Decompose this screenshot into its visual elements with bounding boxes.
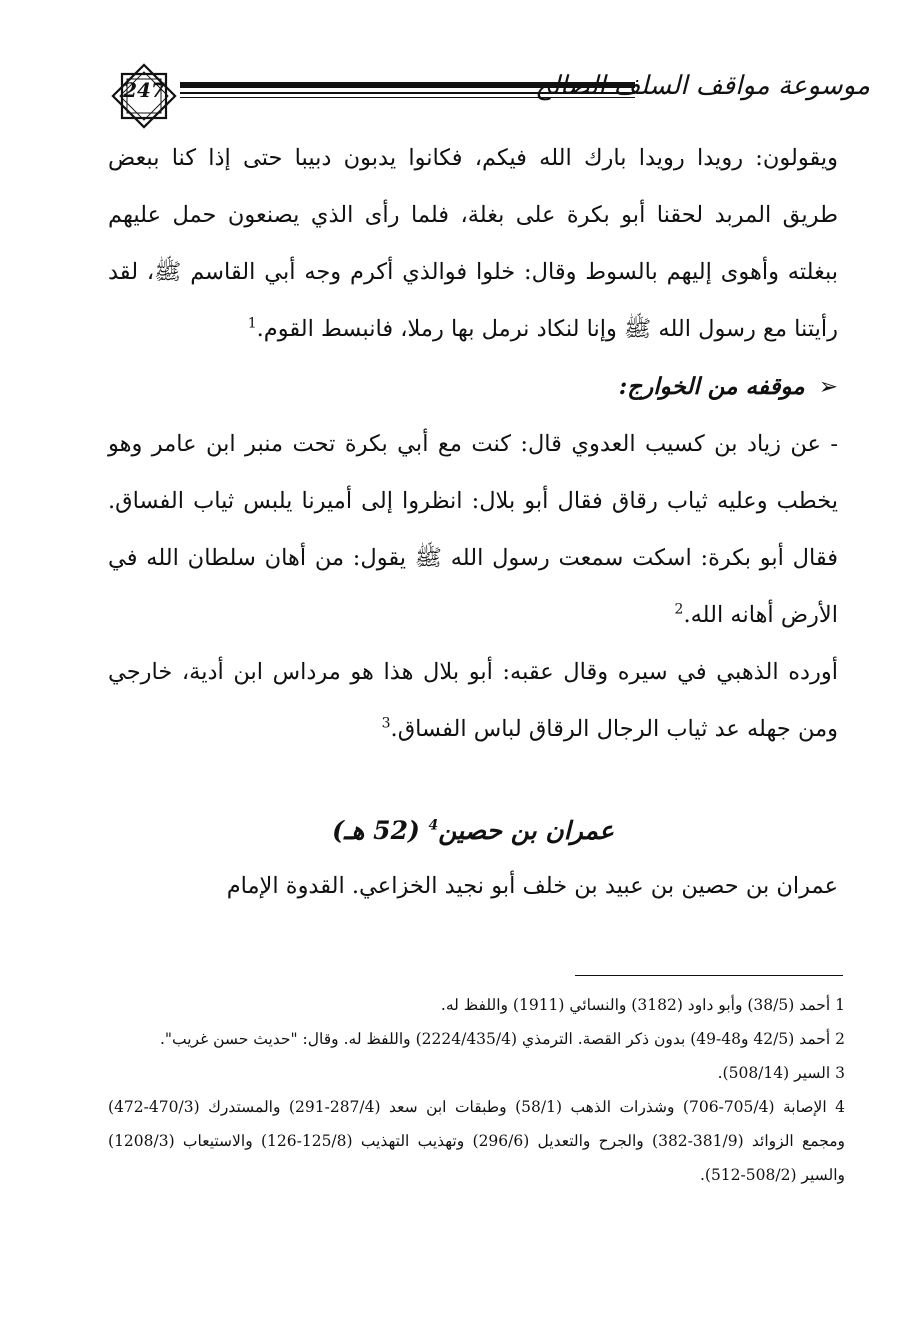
- page-header: [100, 58, 870, 138]
- section-text: [108, 858, 838, 915]
- footnote-4: 4 الإصابة (705/4-706) وشذرات الذهب (58/1) وطبقات ابن سعد (287/4-291) والمستدرك (470/3-472) ومجمع الزوائد (381/9-382) والجرح والتعديل (296/6) وتهذيب التهذيب (125/8-126) والاستيعاب (1208/3) والسير (508/2-512).: [108, 1098, 846, 1184]
- arrow-bullet-icon: ➢: [818, 374, 838, 400]
- footnote-ref-2: 2: [674, 601, 684, 618]
- footnote-separator: [575, 975, 843, 976]
- paragraph-1: ويقولون: رويدا رويدا بارك الله فيكم، فكانوا يدبون دبيبا حتى إذا كنا ببعض طريق المربد لحقنا أبو بكرة على بغلة، فلما رأى الذي يصنعون حمل عليهم ببغلته وأهوى إليهم بالسوط وقال: خلوا فوالذي أكرم وجه أبي القاسم ﷺ، لقد رأيتنا مع رسول الله ﷺ وإنا لنكاد نرمل بها رملا، فانبسط القوم.$^1$: [108, 145, 838, 342]
- footnote-ref-3: 3: [381, 715, 391, 732]
- page-number: 247: [123, 78, 165, 102]
- footnotes: [108, 988, 845, 1192]
- footnote-ref-1: 1: [247, 315, 257, 332]
- main-text: [108, 130, 838, 758]
- footnote-3: 3 السير (508/14).: [717, 1064, 845, 1082]
- page-number-badge: [108, 60, 180, 132]
- footnote-1: 1 أحمد (38/5) وأبو داود (3182) والنسائي (1911) واللفظ له.: [440, 996, 845, 1014]
- paragraph-3: أورده الذهبي في سيره وقال عقبه: أبو بلال هذا هو مرداس ابن أدية، خارجي ومن جهله عد ثياب الرجال الرقاق لباس الفساق.$^3$: [108, 659, 838, 742]
- subheading-khawarij: ➢موقفه من الخوارج:: [108, 358, 838, 416]
- section-title: عمران بن حصين$^4$ (52 هـ): [332, 816, 614, 845]
- paragraph-2: - عن زياد بن كسيب العدوي قال: كنت مع أبي بكرة تحت منبر ابن عامر وهو يخطب وعليه ثياب رقاق فقال أبو بلال: انظروا إلى أميرنا يلبس ثياب الفساق. فقال أبو بكرة: اسكت سمعت رسول الله ﷺ يقول: من أهان سلطان الله في الأرض أهانه الله.$^2$: [108, 431, 838, 628]
- section-date: (52 هـ): [332, 816, 420, 845]
- paragraph-4: عمران بن حصين بن عبيد بن خلف أبو نجيد الخزاعي. القدوة الإمام: [226, 873, 838, 899]
- book-title: موسوعة مواقف السلف الصالح: [535, 71, 870, 101]
- footnote-ref-4: 4: [428, 817, 439, 834]
- footnote-2: 2 أحمد (42/5 و48-49) بدون ذكر القصة. الترمذي (2224/435/4) واللفظ له. وقال: "حديث حسن غريب".: [159, 1030, 845, 1048]
